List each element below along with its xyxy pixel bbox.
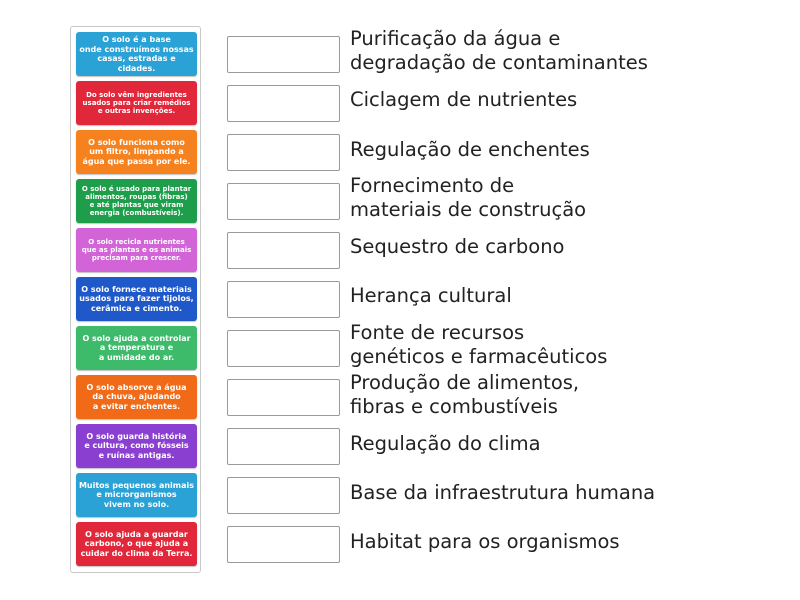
target-label: Habitat para os organismos bbox=[350, 530, 620, 553]
target-label: Produção de alimentos, fibras e combustíveis bbox=[350, 371, 580, 418]
target-label: Herança cultural bbox=[350, 284, 512, 307]
drop-slot[interactable] bbox=[227, 477, 340, 514]
answer-card[interactable]: O solo é usado para plantar alimentos, roupas (fibras) e até plantas que viram energia (combustíveis). bbox=[76, 179, 197, 223]
target-label: Fornecimento de materiais de construção bbox=[350, 174, 587, 221]
drop-slot[interactable] bbox=[227, 36, 340, 73]
target-label: Base da infraestrutura humana bbox=[350, 481, 656, 504]
target-label: Sequestro de carbono bbox=[350, 235, 565, 258]
drop-slot[interactable] bbox=[227, 85, 340, 122]
drop-slot[interactable] bbox=[227, 526, 340, 563]
answer-card[interactable]: O solo recicla nutrientes que as plantas e os animais precisam para crescer. bbox=[76, 228, 197, 272]
answer-card[interactable]: O solo fornece materiais usados para fazer tijolos, cerâmica e cimento. bbox=[76, 277, 197, 321]
drop-slot[interactable] bbox=[227, 330, 340, 367]
drop-slot[interactable] bbox=[227, 281, 340, 318]
answer-card-tray bbox=[70, 26, 201, 573]
answer-card[interactable]: O solo guarda história e cultura, como fósseis e ruínas antigas. bbox=[76, 424, 197, 468]
drop-slot[interactable] bbox=[227, 379, 340, 416]
target-label: Ciclagem de nutrientes bbox=[350, 88, 578, 111]
drop-slot[interactable] bbox=[227, 134, 340, 171]
drop-slot[interactable] bbox=[227, 183, 340, 220]
target-label: Regulação de enchentes bbox=[350, 138, 590, 161]
drop-slot[interactable] bbox=[227, 428, 340, 465]
target-label: Fonte de recursos genéticos e farmacêuticos bbox=[350, 321, 608, 368]
target-label: Regulação do clima bbox=[350, 432, 541, 455]
answer-card[interactable]: O solo ajuda a controlar a temperatura e a umidade do ar. bbox=[76, 326, 197, 370]
answer-card[interactable]: O solo ajuda a guardar carbono, o que ajuda a cuidar do clima da Terra. bbox=[76, 522, 197, 566]
drop-slot[interactable] bbox=[227, 232, 340, 269]
target-label: Purificação da água e degradação de contaminantes bbox=[350, 27, 648, 74]
answer-card[interactable]: O solo funciona como um filtro, limpando a água que passa por ele. bbox=[76, 130, 197, 174]
answer-card[interactable]: Do solo vêm ingredientes usados para criar remédios e outras invenções. bbox=[76, 81, 197, 125]
answer-card[interactable]: Muitos pequenos animais e microrganismos vivem no solo. bbox=[76, 473, 197, 517]
answer-card[interactable]: O solo é a base onde construímos nossas casas, estradas e cidades. bbox=[76, 32, 197, 76]
answer-card[interactable]: O solo absorve a água da chuva, ajudando a evitar enchentes. bbox=[76, 375, 197, 419]
